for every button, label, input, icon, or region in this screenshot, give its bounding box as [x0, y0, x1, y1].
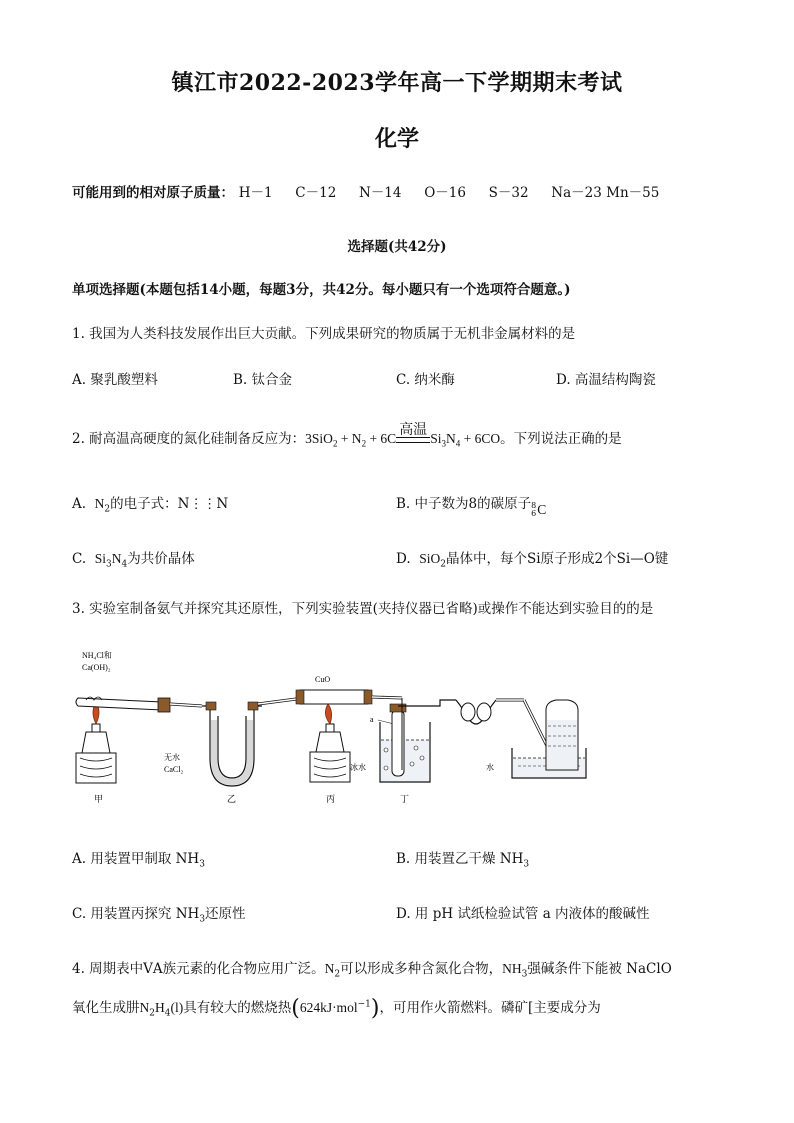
q4-text: 具有较大的燃烧热: [183, 1000, 292, 1016]
eq-c: + 6C: [369, 431, 397, 446]
mass-number: 8: [531, 501, 537, 510]
ice-water-label: 冰水: [350, 763, 366, 772]
opt-text: 晶体中，每个Si原子形成2个Si—O键: [445, 551, 669, 567]
label-yi: 乙: [227, 795, 237, 805]
q1-option-b: B. 钛合金: [233, 372, 293, 388]
opt-text: B. 中子数为8的碳原子: [396, 496, 532, 512]
mass-item: O－16: [424, 185, 466, 201]
q1-stem: 1. 我国为人类科技发展作出巨大贡献。下列成果研究的物质属于无机非金属材料的是: [72, 326, 576, 342]
opt-letter: A.: [72, 496, 87, 512]
sio2-formula: SiO: [419, 551, 441, 566]
water-label: 水: [486, 763, 494, 772]
atomic-mass-line: [72, 181, 677, 201]
q4-text: 可以形成多种含氮化合物，: [340, 961, 503, 977]
si3n4-si: Si: [94, 551, 106, 566]
water-trough: [486, 700, 586, 778]
q2-stem: [72, 423, 622, 449]
cuo-label: CuO: [315, 675, 331, 684]
opt-text-2: 还原性: [205, 906, 246, 922]
experiment-apparatus: [72, 640, 592, 810]
eq-sio2: 3SiO: [305, 431, 333, 446]
atomic-number: 6: [531, 509, 537, 518]
mass-item: C－12: [295, 185, 337, 201]
electron-formula: 的电子式：N⋮⋮N: [110, 496, 229, 512]
reagent-label-1: NH₄Cl和: [82, 651, 112, 660]
page-title: 镇江市2022-2023学年高一下学期期末考试: [171, 70, 623, 96]
subject-title: 化学: [374, 126, 419, 152]
opt-letter: D.: [396, 551, 411, 567]
eq-si3n4-si: Si: [430, 431, 442, 446]
n2h4-h: H: [154, 1000, 165, 1015]
mass-item: Na－23 Mn－55: [551, 185, 660, 201]
reaction-condition: 高温: [399, 423, 428, 438]
opt-letter: C.: [72, 551, 87, 567]
combustion-heat-value: 624kJ·mol: [299, 1000, 358, 1015]
label-jia: 甲: [94, 795, 104, 805]
q3-option-b: B. 用装置乙干燥 $NH_3$: [396, 851, 530, 870]
q4-text: 4. 周期表中ⅤA族元素的化合物应用广泛。: [72, 961, 325, 977]
opt-text: A. 用装置甲制取 NH: [72, 851, 200, 867]
opt-text: C. 用装置丙探究 NH: [72, 906, 200, 922]
q3-stem: 3. 实验室制备氨气并探究其还原性，下列实验装置(夹持仪器已省略)或操作不能达到实验目的的是: [72, 601, 654, 617]
element-symbol: C: [537, 502, 547, 517]
q1-option-d: D. 高温结构陶瓷: [556, 372, 656, 388]
label-ding: 丁: [400, 795, 410, 805]
n2-formula: N: [324, 961, 335, 976]
apparatus-yi: [164, 698, 304, 786]
q2-option-b: [396, 492, 546, 518]
opt-text: B. 用装置乙干燥 NH: [396, 851, 524, 867]
carbon-nuclide: [531, 502, 546, 518]
n2-formula: N: [94, 496, 105, 511]
q3-option-c: C. 用装置丙探究 $NH_3$还原性: [72, 906, 246, 925]
n2h4-n: N: [139, 1000, 150, 1015]
q3-option-d: D. 用 pH 试纸检验试管 a 内液体的酸碱性: [396, 906, 650, 922]
q4-line-2: 氧化生成肼$N_2H_4(l)$具有较大的燃烧热(624kJ·mol$^{-1}$)，可用作火箭燃料。磷矿[主要成分为: [72, 996, 601, 1021]
eq-n2: + N: [340, 431, 362, 446]
section-title: 选择题(共42分): [347, 239, 447, 255]
si3n4-n: N: [111, 551, 122, 566]
q1-option-a: A. 聚乳酸塑料: [72, 372, 158, 388]
q2-option-d: D. SiO$_2$晶体中，每个Si原子形成2个Si—O键: [396, 551, 669, 570]
drying-label-2: CaCl₂: [164, 765, 184, 774]
label-bing: 丙: [326, 795, 336, 805]
q3-option-a: A. 用装置甲制取 $NH_3$: [72, 851, 205, 870]
mass-item: S－32: [488, 185, 529, 201]
reaction-arrow: [396, 423, 430, 443]
q2-option-a: A. $N_2$的电子式：N⋮⋮N: [72, 496, 229, 515]
mass-item: N－14: [359, 185, 402, 201]
opt-text: 为共价晶体: [127, 551, 195, 567]
q4-text: 氧化生成肼: [72, 1000, 140, 1016]
nh3-formula: NH: [502, 961, 522, 976]
section-instruction: 单项选择题(本题包括14小题，每题3分，共42分。每小题只有一个选项符合题意。): [72, 282, 571, 298]
eq-co: + 6CO: [463, 431, 501, 446]
q4-text: ，可用作火箭燃料。磷矿[主要成分为: [379, 1000, 601, 1016]
q1-option-c: C. 纳米酶: [396, 372, 455, 388]
q4-text: 强碱条件下能被 NaClO: [527, 961, 672, 977]
q2-stem-prefix: 2. 耐高温高硬度的氮化硅制备反应为：: [72, 431, 306, 447]
unit-exponent: −1: [357, 999, 371, 1010]
reagent-label-2: Ca(OH)₂: [82, 663, 111, 672]
q2-stem-suffix: 。下列说法正确的是: [500, 431, 622, 447]
tube-a-label: a: [370, 715, 374, 724]
q2-equation: $3SiO_2 + N_2 + 6C$ 高温 $Si_3N_4 + 6CO$: [305, 431, 500, 446]
q2-option-c: C. $Si_3N_4$为共价晶体: [72, 551, 195, 570]
drying-label-1: 无水: [164, 753, 180, 762]
q4-line-1: 4. 周期表中ⅤA族元素的化合物应用广泛。$N_2$可以形成多种含氮化合物，$NH_3$强碱条件下能被 NaClO: [72, 961, 672, 980]
mass-item: H－1: [238, 185, 273, 201]
state-symbol: (l): [170, 1000, 184, 1015]
eq-si3n4-n: N: [445, 431, 456, 446]
atomic-mass-label: 可能用到的相对原子质量：: [72, 185, 234, 201]
